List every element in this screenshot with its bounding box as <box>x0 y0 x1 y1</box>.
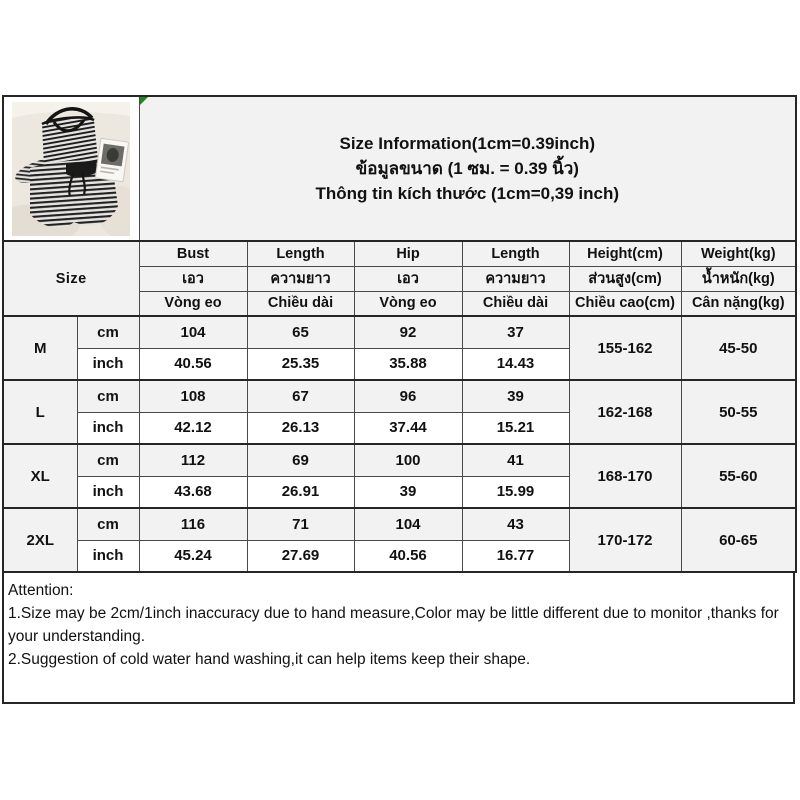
header-row-english <box>3 241 796 266</box>
title-thai: ข้อมูลขนาด (1 ซม. = 0.39 นิ้ว) <box>355 159 579 178</box>
size-label-2xl: 2XL <box>3 508 77 572</box>
title-row <box>3 96 796 241</box>
weight-range-cell: 45-50 <box>681 316 796 380</box>
header-length-vi: Chiều dài <box>247 291 354 316</box>
product-photo <box>12 102 130 236</box>
size-info-sheet <box>2 95 795 704</box>
size-header: Size <box>3 241 139 316</box>
size-label-l: L <box>3 380 77 444</box>
data-cell: 41 <box>462 444 569 476</box>
weight-range-cell: 50-55 <box>681 380 796 444</box>
header-bust-th: เอว <box>139 266 247 291</box>
data-cell: 27.69 <box>247 540 354 572</box>
attention-heading: Attention: <box>8 582 74 599</box>
data-cell: 26.91 <box>247 476 354 508</box>
data-cell: 40.56 <box>354 540 462 572</box>
data-cell: 104 <box>139 316 247 348</box>
data-cell: 37.44 <box>354 412 462 444</box>
data-cell: 92 <box>354 316 462 348</box>
data-cell: 43.68 <box>139 476 247 508</box>
data-cell: 16.77 <box>462 540 569 572</box>
header-hip-vi: Vòng eo <box>354 291 462 316</box>
data-cell: 26.13 <box>247 412 354 444</box>
title-english: Size Information(1cm=0.39inch) <box>339 134 596 153</box>
data-cell: 37 <box>462 316 569 348</box>
header-weight-vi: Cân nặng(kg) <box>681 291 796 316</box>
unit-label: inch <box>77 348 139 380</box>
data-cell: 15.99 <box>462 476 569 508</box>
row-xl-cm <box>3 444 796 476</box>
paper-card <box>96 138 129 182</box>
data-cell: 35.88 <box>354 348 462 380</box>
attention-note-1: 1.Size may be 2cm/1inch inaccuracy due to hand measure,Color may be little different due to monitor ,thanks for your understanding. <box>8 605 779 645</box>
row-2xl-cm <box>3 508 796 540</box>
header-length2-en: Length <box>462 241 569 266</box>
data-cell: 116 <box>139 508 247 540</box>
header-length-en: Length <box>247 241 354 266</box>
weight-range-cell: 55-60 <box>681 444 796 508</box>
attention-notes <box>2 573 795 704</box>
height-range-cell: 155-162 <box>569 316 681 380</box>
header-height-en: Height(cm) <box>569 241 681 266</box>
row-m-cm <box>3 316 796 348</box>
unit-label: cm <box>77 508 139 540</box>
data-cell: 45.24 <box>139 540 247 572</box>
unit-label: inch <box>77 412 139 444</box>
header-length-th: ความยาว <box>247 266 354 291</box>
data-cell: 108 <box>139 380 247 412</box>
data-cell: 67 <box>247 380 354 412</box>
header-length2-vi: Chiều dài <box>462 291 569 316</box>
data-cell: 100 <box>354 444 462 476</box>
height-range-cell: 162-168 <box>569 380 681 444</box>
size-table <box>2 95 797 573</box>
header-hip-th: เอว <box>354 266 462 291</box>
header-bust-en: Bust <box>139 241 247 266</box>
product-photo-cell <box>3 96 139 241</box>
size-label-m: M <box>3 316 77 380</box>
data-cell: 65 <box>247 316 354 348</box>
data-cell: 42.12 <box>139 412 247 444</box>
data-cell: 112 <box>139 444 247 476</box>
data-cell: 43 <box>462 508 569 540</box>
height-range-cell: 168-170 <box>569 444 681 508</box>
green-corner-marker-icon <box>140 97 148 105</box>
attention-note-2: 2.Suggestion of cold water hand washing,it can help items keep their shape. <box>8 651 531 668</box>
data-cell: 104 <box>354 508 462 540</box>
height-range-cell: 170-172 <box>569 508 681 572</box>
header-height-th: ส่วนสูง(cm) <box>569 266 681 291</box>
data-cell: 69 <box>247 444 354 476</box>
data-cell: 39 <box>462 380 569 412</box>
data-cell: 71 <box>247 508 354 540</box>
data-cell: 39 <box>354 476 462 508</box>
title-vietnamese: Thông tin kích thước (1cm=0,39 inch) <box>315 184 620 203</box>
header-height-vi: Chiều cao(cm) <box>569 291 681 316</box>
header-hip-en: Hip <box>354 241 462 266</box>
header-length2-th: ความยาว <box>462 266 569 291</box>
size-info-title-cell <box>139 96 796 241</box>
header-weight-th: น้ำหนัก(kg) <box>681 266 796 291</box>
header-bust-vi: Vòng eo <box>139 291 247 316</box>
data-cell: 14.43 <box>462 348 569 380</box>
data-cell: 15.21 <box>462 412 569 444</box>
unit-label: cm <box>77 380 139 412</box>
unit-label: inch <box>77 540 139 572</box>
header-weight-en: Weight(kg) <box>681 241 796 266</box>
unit-label: cm <box>77 316 139 348</box>
data-cell: 40.56 <box>139 348 247 380</box>
size-label-xl: XL <box>3 444 77 508</box>
unit-label: cm <box>77 444 139 476</box>
weight-range-cell: 60-65 <box>681 508 796 572</box>
data-cell: 96 <box>354 380 462 412</box>
data-cell: 25.35 <box>247 348 354 380</box>
unit-label: inch <box>77 476 139 508</box>
row-l-cm <box>3 380 796 412</box>
